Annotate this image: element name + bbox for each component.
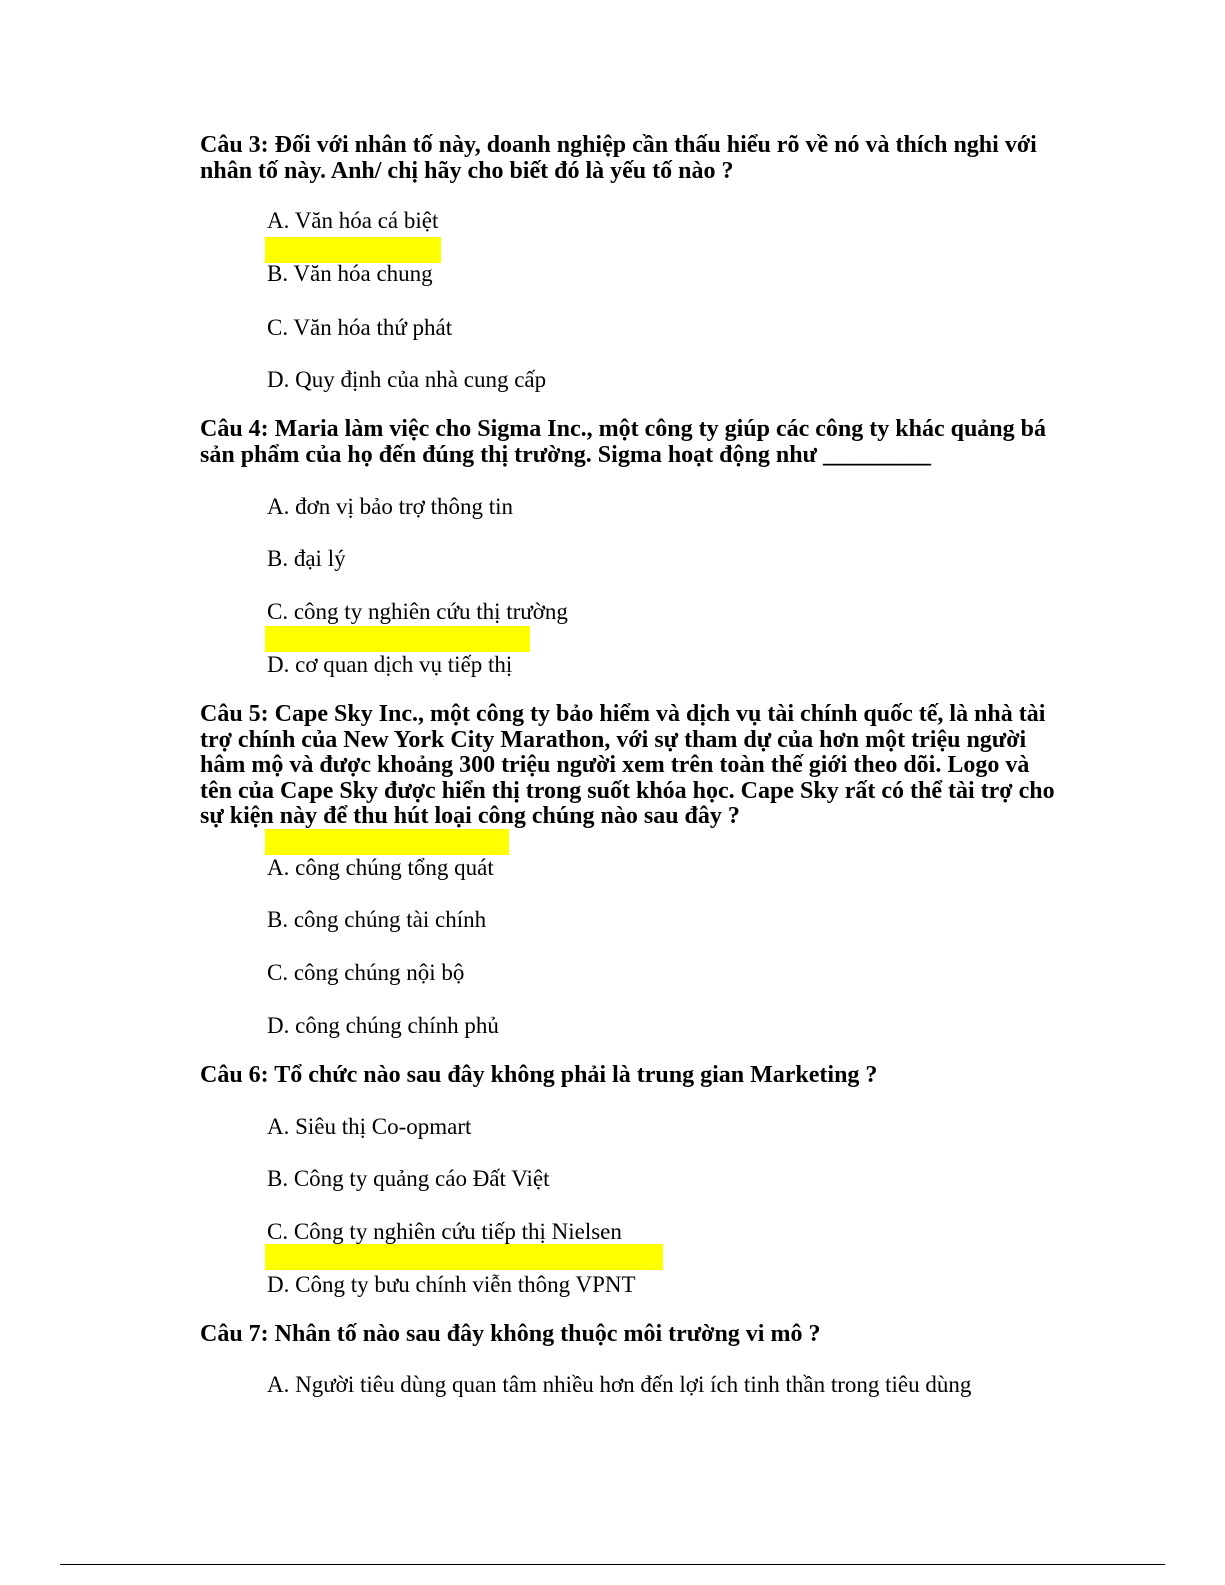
- page-divider: [60, 1564, 1165, 1565]
- question-6-option-c: C. Công ty nghiên cứu tiếp thị Nielsen: [267, 1219, 622, 1244]
- question-6-option-a: A. Siêu thị Co-opmart: [267, 1114, 472, 1139]
- question-6-title: Câu 6: Tổ chức nào sau đây không phải là trung gian Marketing ?: [200, 1062, 878, 1088]
- answer-highlight: [265, 626, 530, 652]
- answer-highlight: [265, 829, 509, 855]
- question-5-option-b: B. công chúng tài chính: [267, 907, 487, 932]
- question-5-option-a: A. công chúng tổng quát: [267, 855, 494, 880]
- question-3-option-d: D. Quy định của nhà cung cấp: [267, 367, 547, 392]
- question-5-option-c: C. công chúng nội bộ: [267, 960, 465, 985]
- question-4-option-d: D. cơ quan dịch vụ tiếp thị: [267, 652, 513, 677]
- question-3-option-b: B. Văn hóa chung: [267, 261, 433, 286]
- question-6-option-b: B. Công ty quảng cáo Đất Việt: [267, 1166, 550, 1191]
- question-4-title: Câu 4: Maria làm việc cho Sigma Inc., một công ty giúp các công ty khác quảng bá sản phẩm của họ đến đúng thị trường. Sigma hoạt động như _________: [200, 416, 1046, 468]
- question-7-option-a: A. Người tiêu dùng quan tâm nhiều hơn đến lợi ích tinh thần trong tiêu dùng: [267, 1372, 972, 1397]
- question-3-option-a: A. Văn hóa cá biệt: [267, 208, 439, 233]
- question-3-title: Câu 3: Đối với nhân tố này, doanh nghiệp cần thấu hiểu rõ về nó và thích nghi với nhân tố này. Anh/ chị hãy cho biết đó là yếu tố nào ?: [200, 132, 1037, 184]
- question-5-title: Câu 5: Cape Sky Inc., một công ty bảo hiểm và dịch vụ tài chính quốc tế, là nhà tài trợ chính của New York City Marathon, với sự tham dự của hơn một triệu người hâm mộ và được khoảng 300 triệu người xem trên toàn thế giới theo dõi. Logo và tên của Cape Sky được hiển thị trong suốt khóa học. Cape Sky rất có thể tài trợ cho sự kiện này để thu hút loại công chúng nào sau đây ?: [200, 701, 1055, 829]
- question-4-option-a: A. đơn vị bảo trợ thông tin: [267, 494, 514, 519]
- question-4-option-c: C. công ty nghiên cứu thị trường: [267, 599, 568, 624]
- question-6-option-d: D. Công ty bưu chính viễn thông VPNT: [267, 1272, 636, 1297]
- answer-highlight: [265, 237, 441, 263]
- question-3-option-c: C. Văn hóa thứ phát: [267, 315, 453, 340]
- answer-highlight: [265, 1244, 663, 1270]
- question-7-title: Câu 7: Nhân tố nào sau đây không thuộc môi trường vi mô ?: [200, 1321, 821, 1347]
- question-5-option-d: D. công chúng chính phủ: [267, 1013, 499, 1038]
- question-4-option-b: B. đại lý: [267, 546, 346, 571]
